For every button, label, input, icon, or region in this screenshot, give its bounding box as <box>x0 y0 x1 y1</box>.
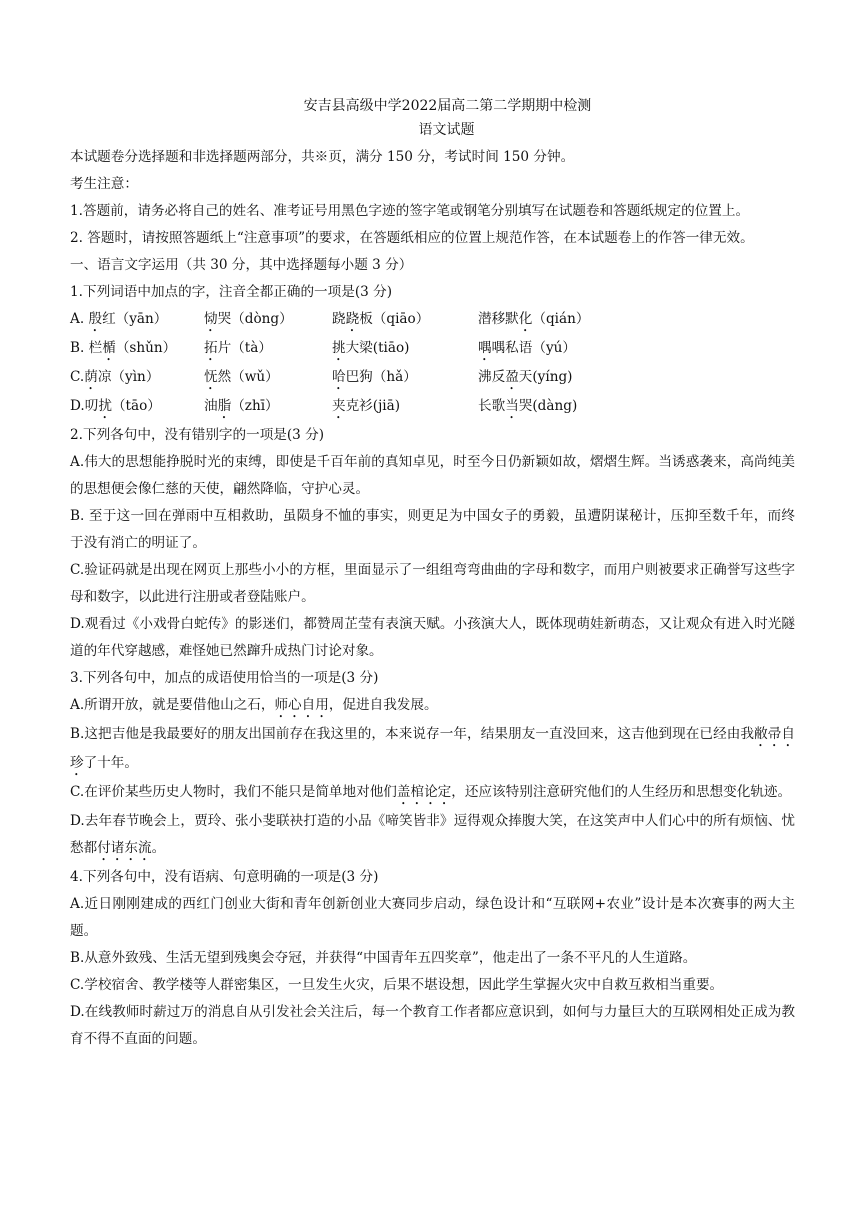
q1-b-item-4: 喁喁私语（yú） <box>478 340 576 356</box>
q4-option-d: D.在线教师时薪过万的消息自从引发社会关注后，每一个教育工作者都应意识到，如何与力量巨大的互联网相处正成为教育不得不直面的问题。 <box>70 1004 795 1047</box>
q1-d-item-1: D.叨扰（tāo） <box>70 398 161 414</box>
question-2-stem: 2.下列各句中，没有错别字的一项是(3 分) <box>70 427 325 443</box>
q1-d-item-4: 长歌当哭(dàng) <box>478 398 578 414</box>
question-4-stem: 4.下列各句中，没有语病、句意明确的一项是(3 分) <box>70 869 379 885</box>
q1-c-item-3: 哈巴狗（hǎ） <box>332 369 417 385</box>
q4-option-a: A.近日刚刚建成的西红门创业大街和青年创新创业大赛同步启动，绿色设计和“互联网+农业”设计是本次赛事的两大主题。 <box>70 896 795 939</box>
q3-c-idiom: 盖棺论定 <box>396 784 452 800</box>
q2-option-b: B. 至于这一回在弹雨中互相救助，虽陨身不恤的事实，则更足为中国女子的勇毅，虽遭阴谋秘计，压抑至数千年，而终于没有消亡的明证了。 <box>70 508 795 551</box>
q1-option-d <box>70 393 795 422</box>
q1-option-a <box>70 306 795 335</box>
question-3-stem: 3.下列各句中，加点的成语使用恰当的一项是(3 分) <box>70 670 379 686</box>
q1-option-c <box>70 364 795 393</box>
notice-title: 考生注意： <box>70 176 138 192</box>
q3-a-idiom: 师心自用 <box>274 697 329 713</box>
q2-option-d: D.观看过《小戏骨白蛇传》的影迷们，都赞周芷莹有表演天赋。小孩演大人，既体现萌娃新萌态，又让观众有进入时光隧道的年代穿越感，难怪她已然蹿升成热门讨论对象。 <box>70 616 795 659</box>
q1-b-item-3: 挑大梁(tiāo) <box>332 340 410 356</box>
q1-b-item-2: 拓片（tà） <box>204 340 272 356</box>
exam-page <box>70 96 795 1053</box>
q1-c-item-1: C.荫凉（yìn） <box>70 369 160 385</box>
notice-1: 1.答题前，请务必将自己的姓名、准考证号用黑色字迹的签字笔或钢笔分别填写在试题卷和答题纸规定的位置上。 <box>70 203 750 219</box>
section-heading: 一、语言文字运用（共 30 分，其中选择题每小题 3 分） <box>70 257 413 273</box>
q3-b-idiom: 敝帚自珍 <box>70 726 796 771</box>
exam-title: 安吉县高级中学2022届高二第二学期期中检测 <box>303 98 592 114</box>
question-1-stem: 1.下列词语中加点的字，注音全都正确的一项是(3 分) <box>70 284 393 300</box>
q3-d-idiom: 付诸东流 <box>97 840 152 856</box>
exam-intro: 本试题卷分选择题和非选择题两部分，共※页，满分 150 分，考试时间 150 分钟。 <box>70 149 575 165</box>
q3-option-c: C.在评价某些历史人物时，我们不能只是简单地对他们盖棺论定，还应该特别注意研究他们的人生经历和思想变化轨迹。 <box>70 784 792 800</box>
q1-option-b <box>70 335 795 364</box>
q1-d-item-2: 油脂（zhī） <box>204 398 279 414</box>
q1-b-item-1: B. 栏楯（shǔn） <box>70 340 177 356</box>
q1-c-item-2: 怃然（wǔ） <box>204 369 279 385</box>
q3-option-b: B.这把吉他是我最要好的朋友出国前存在我这里的，本来说存一年，结果朋友一直没回来，这吉他到现在已经由我敝帚自珍了十年。 <box>70 726 796 771</box>
q2-option-c: C.验证码就是出现在网页上那些小小的方框，里面显示了一组组弯弯曲曲的字母和数字，而用户则被要求正确誉写这些字母和数字，以此进行注册或者登陆账户。 <box>70 562 795 605</box>
q1-c-item-4: 沸反盈天(yíng) <box>478 369 573 385</box>
q1-a-item-2: 恸哭（dòng） <box>204 311 293 327</box>
q3-option-a: A.所谓开放，就是要借他山之石，师心自用，促进自我发展。 <box>70 697 438 713</box>
q2-option-a: A.伟大的思想能挣脱时光的束缚，即使是千百年前的真知卓见，时至今日仍新颖如故，熠熠生辉。当诱惑袭来，高尚纯美的思想便会像仁慈的天使，翩然降临，守护心灵。 <box>70 454 795 497</box>
q4-option-c: C.学校宿舍、教学楼等人群密集区，一旦发生火灾，后果不堪设想，因此学生掌握火灾中自救互救相当重要。 <box>70 977 724 993</box>
q1-a-item-3: 跷跷板（qiāo） <box>332 311 430 327</box>
q1-d-item-3: 夹克衫(jiā) <box>332 398 401 414</box>
exam-subtitle: 语文试题 <box>418 122 475 138</box>
q1-a-item-4: 潜移默化（qián） <box>478 311 590 327</box>
q1-a-item-1: A. 殷红（yān） <box>70 311 168 327</box>
q4-option-b: B.从意外致残、生活无望到残奥会夺冠，并获得“中国青年五四奖章”，他走出了一条不平凡的人生道路。 <box>70 950 697 966</box>
notice-2: 2. 答题时，请按照答题纸上“注意事项”的要求，在答题纸相应的位置上规范作答，在本试题卷上的作答一律无效。 <box>70 230 754 246</box>
q3-option-d: D.去年春节晚会上，贾玲、张小斐联袂打造的小品《啼笑皆非》逗得观众捧腹大笑，在这笑声中人们心中的所有烦恼、忧愁都付诸东流。 <box>70 813 795 856</box>
